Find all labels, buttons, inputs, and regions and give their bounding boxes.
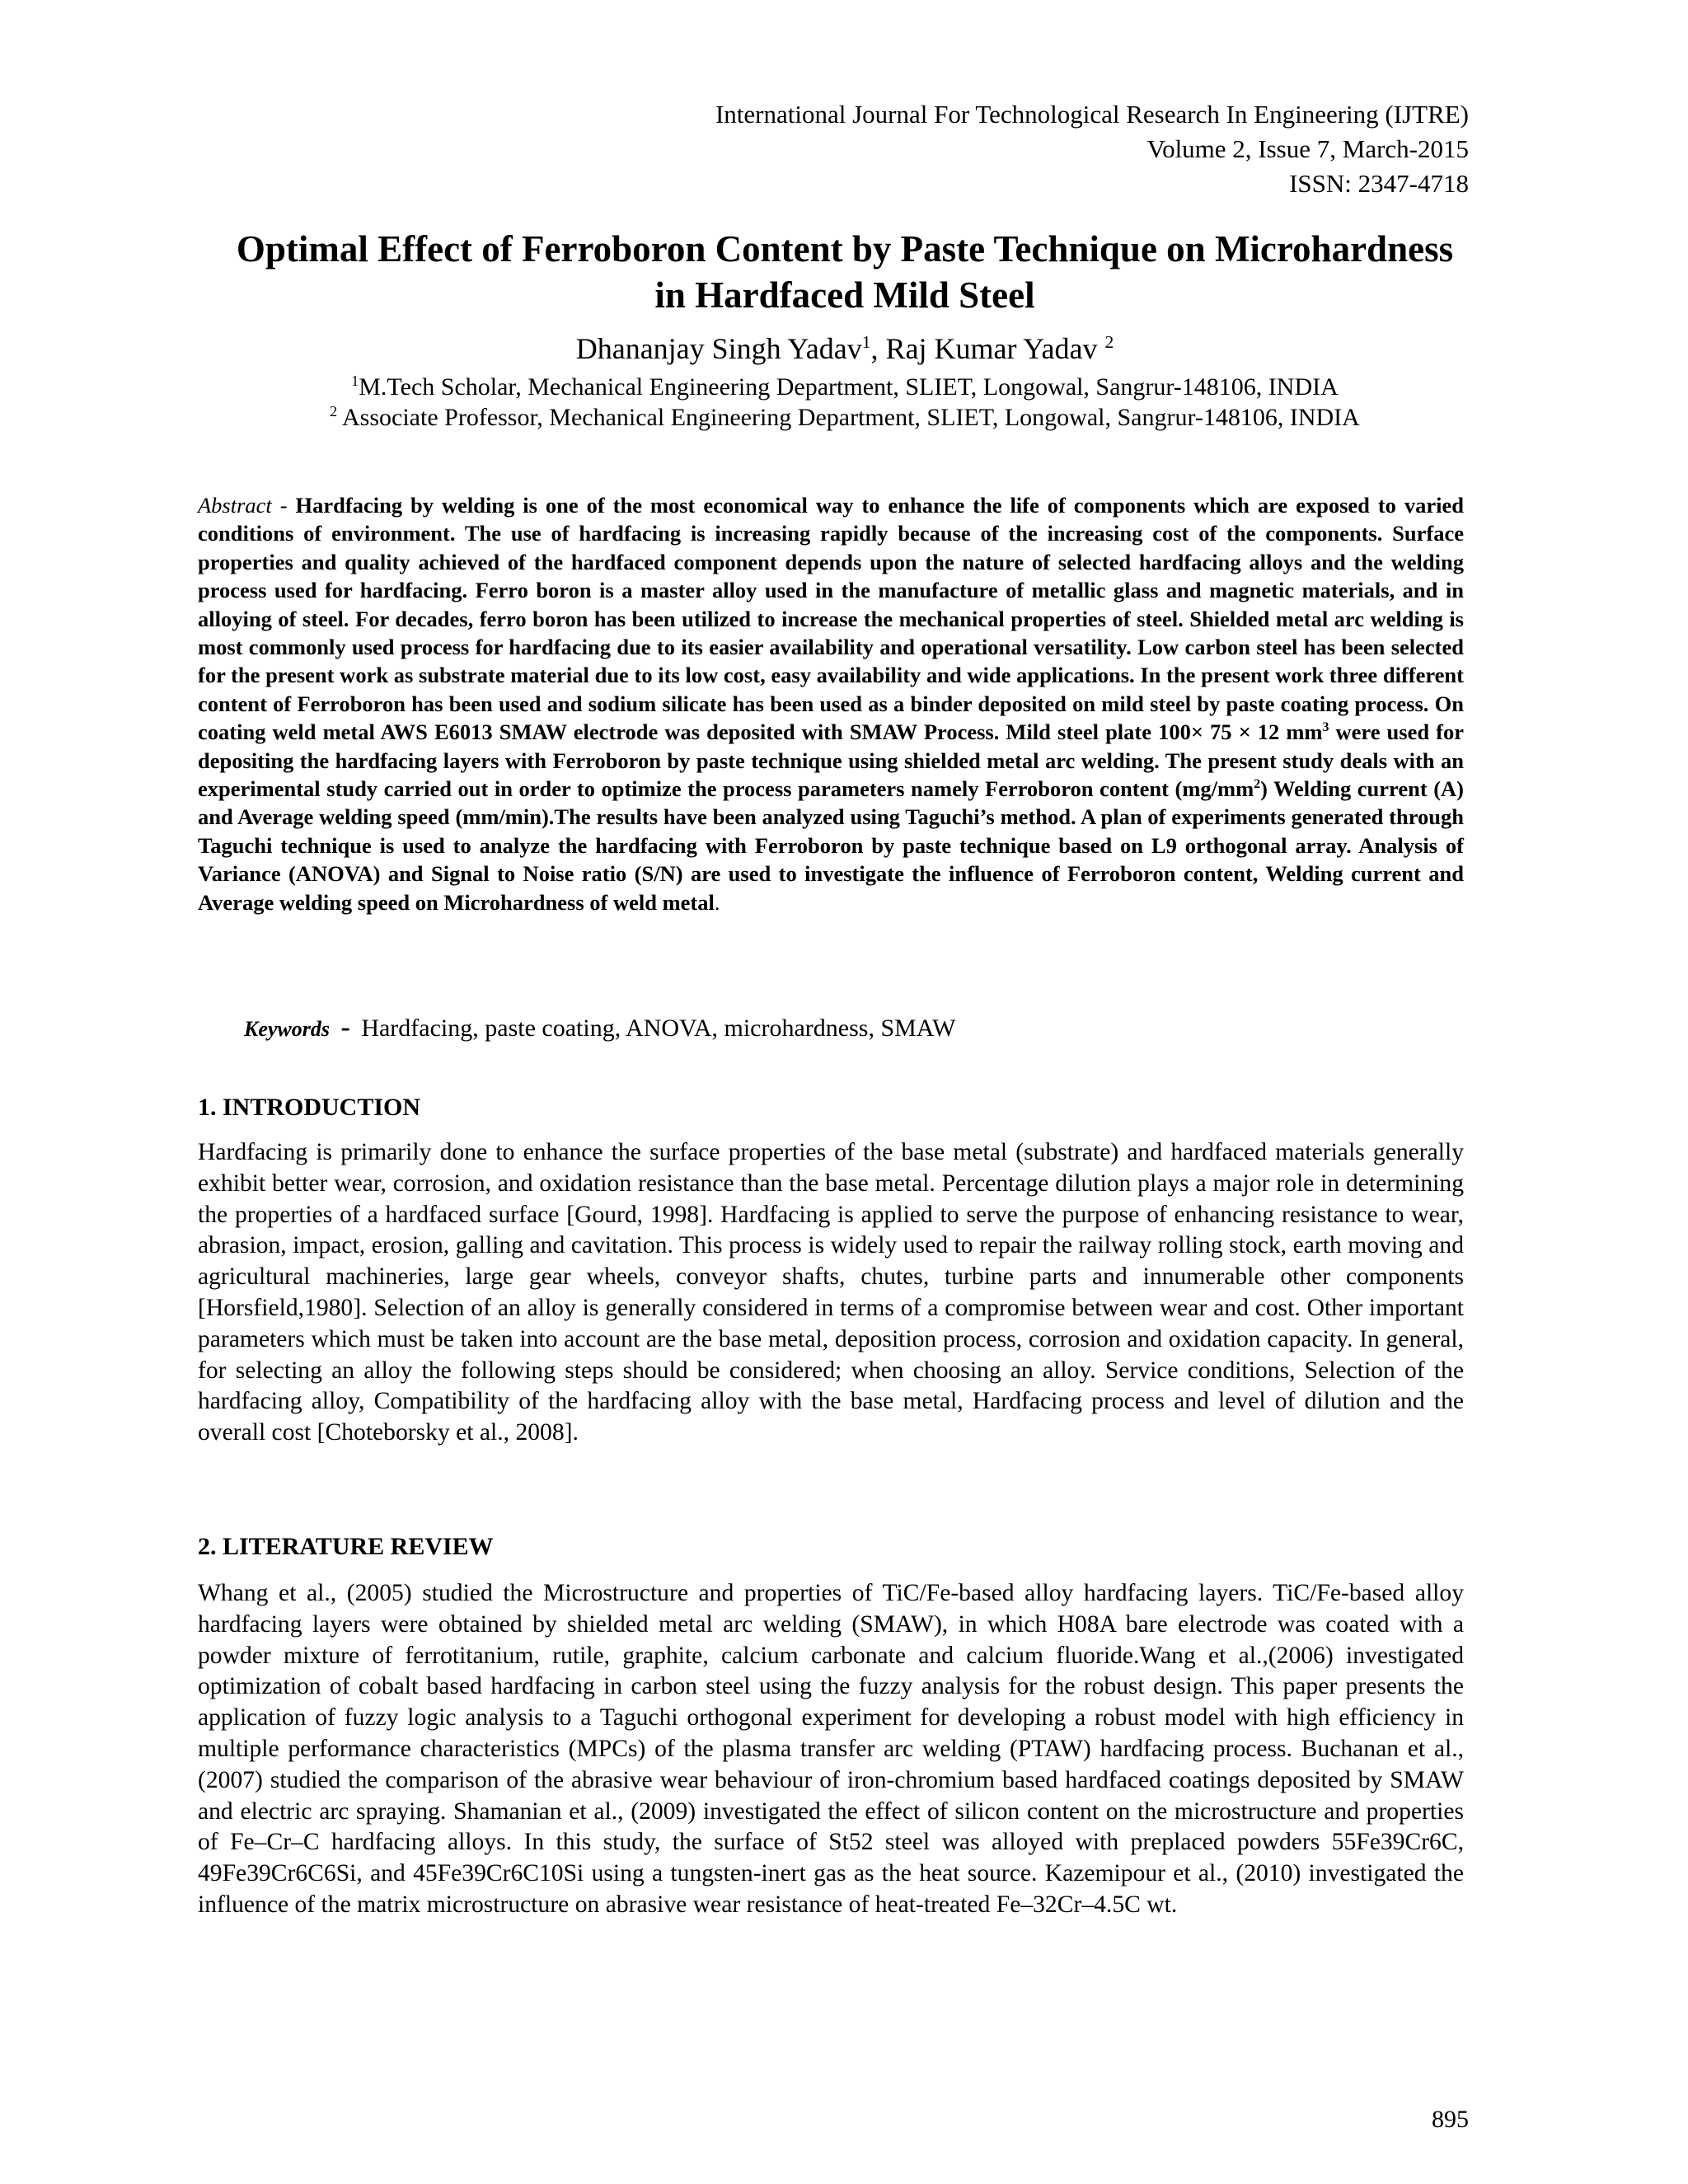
author-2: Raj Kumar Yadav [885,332,1105,365]
affiliation-1-marker: 1 [351,373,359,389]
keywords-dash: - [340,1012,350,1043]
affiliation-1-text: M.Tech Scholar, Mechanical Engineering Department, SLIET, Longowal, Sangrur-148106, INDIA [359,373,1339,401]
journal-volume: Volume 2, Issue 7, March-2015 [1146,134,1469,163]
abstract-end: . [714,889,720,915]
paper-title-line-2: in Hardfaced Mild Steel [654,274,1035,316]
abstract-text-3: ) Welding current (A) and Average welding speed (mm/min).The results have been analyzed using Taguchi’s method. A plan of experiments generated through Taguchi technique is used to analyze the hardfacing with Ferroboron by paste technique based on L9 orthogonal array. Analysis of Variance (ANOVA) and Signal to Noise ratio (S/N) are used to investigate the influence of Ferroboron content, Welding current and Average welding speed on Microhardness of weld metal [198,776,1464,915]
paper-title-line-1: Optimal Effect of Ferroboron Content by Paste Technique on Microhardness [236,228,1454,269]
section-body-introduction: Hardfacing is primarily done to enhance the surface properties of the base metal (substrate) and hardfaced materials generally exhibit better wear, corrosion, and oxidation resistance than the base metal. Percentage dilution plays a major role in determining the properties of a hardfaced surface [Gourd, 1998]. Hardfacing is applied to serve the purpose of enhancing resistance to wear, abrasion, impact, erosion, galling and cavitation. This process is widely used to repair the railway rolling stock, earth moving and agricultural machineries, large gear wheels, conveyor shafts, chutes, turbine parts and innumerable other components [Horsfield,1980]. Selection of an alloy is generally considered in terms of a compromise between wear and cost. Other important parameters which must be taken into account are the base metal, deposition process, corrosion and oxidation capacity. In general, for selecting an alloy the following steps should be considered; when choosing an alloy. Service conditions, Selection of the hardfacing alloy, Compatibility of the hardfacing alloy with the base metal, Hardfacing process and level of dilution and the overall cost [Choteborsky et al., 2008]. [198,1139,1464,1446]
author-list [165,330,1525,368]
abstract-text-1: Hardfacing by welding is one of the most economical way to enhance the life of components which are exposed to varied conditions of environment. The use of hardfacing is increasing rapidly because of the increasing cost of the components. Surface properties and quality achieved of the hardfaced component depends upon the nature of selected hardfacing alloys and the welding process used for hardfacing. Ferro boron is a master alloy used in the manufacture of metallic glass and magnetic materials, and in alloying of steel. For decades, ferro boron has been utilized to increase the mechanical properties of steel. Shielded metal arc welding is most commonly used process for hardfacing due to its easier availability and operational versatility. Low carbon steel has been selected for the present work as substrate material due to its low cost, easy availability and wide applications. In the present work three different content of Ferroboron has been used and sodium silicate has been used as a binder deposited on mild steel by paste coating process. On coating weld metal AWS E6013 SMAW electrode was deposited with SMAW Process. Mild steel plate 100× 75 × 12 mm [198,493,1464,745]
abstract-label: Abstract - [198,493,296,518]
affiliation-2 [165,402,1525,434]
abstract-superscript-1: 3 [1322,720,1329,735]
journal-header [715,97,1469,201]
keywords-text: Hardfacing, paste coating, ANOVA, microhardness, SMAW [361,1015,956,1042]
affiliation-2-text: Associate Professor, Mechanical Engineering Department, SLIET, Longowal, Sangrur-148106, INDIA [337,404,1360,431]
page-number: 895 [1432,2106,1469,2133]
author-separator: , [870,332,886,365]
keywords [244,1012,955,1045]
author-2-marker: 2 [1104,332,1114,352]
section-heading-literature-review: 2. LITERATURE REVIEW [198,1533,494,1560]
author-1-marker: 1 [861,332,871,352]
keywords-label: Keywords [244,1017,330,1041]
section-heading-introduction: 1. INTRODUCTION [198,1094,421,1121]
journal-name: International Journal For Technological Research In Engineering (IJTRE) [715,100,1469,129]
affiliation-2-marker: 2 [330,403,338,419]
paper-title [165,226,1525,318]
section-body-literature-review: Whang et al., (2005) studied the Microstructure and properties of TiC/Fe-based alloy hardfacing layers. TiC/Fe-based alloy hardfacing layers were obtained by shielded metal arc welding (SMAW), in which H08A bare electrode was coated with a powder mixture of ferrotitanium, rutile, graphite, calcium carbonate and calcium fluoride.Wang et al.,(2006) investigated optimization of cobalt based hardfacing in carbon steel using the fuzzy analysis for the robust design. This paper presents the application of fuzzy logic analysis to a Taguchi orthogonal experiment for developing a robust model with high efficiency in multiple performance characteristics (MPCs) of the plasma transfer arc welding (PTAW) hardfacing process. Buchanan et al., (2007) studied the comparison of the abrasive wear behaviour of iron-chromium based hardfaced coatings deposited by SMAW and electric arc spraying. Shamanian et al., (2009) investigated the effect of silicon content on the microstructure and properties of Fe–Cr–C hardfacing alloys. In this study, the surface of St52 steel was alloyed with preplaced powders 55Fe39Cr6C, 49Fe39Cr6C6Si, and 45Fe39Cr6C10Si using a tungsten-inert gas as the heat source. Kazemipour et al., (2010) investigated the influence of the matrix microstructure on abrasive wear resistance of heat-treated Fe–32Cr–4.5C wt. [198,1580,1464,1918]
abstract-superscript-2: 2 [1254,777,1261,792]
abstract-text-2: were used for depositing the hardfacing layers with Ferroboron by paste technique using shielded metal arc welding. The present study deals with an experimental study carried out in order to optimize the process parameters namely Ferroboron content (mg/mm [198,719,1464,802]
abstract [198,491,1464,916]
journal-issn: ISSN: 2347-4718 [1289,169,1469,198]
author-1: Dhananjay Singh Yadav [575,332,862,365]
affiliation-1 [165,372,1525,403]
